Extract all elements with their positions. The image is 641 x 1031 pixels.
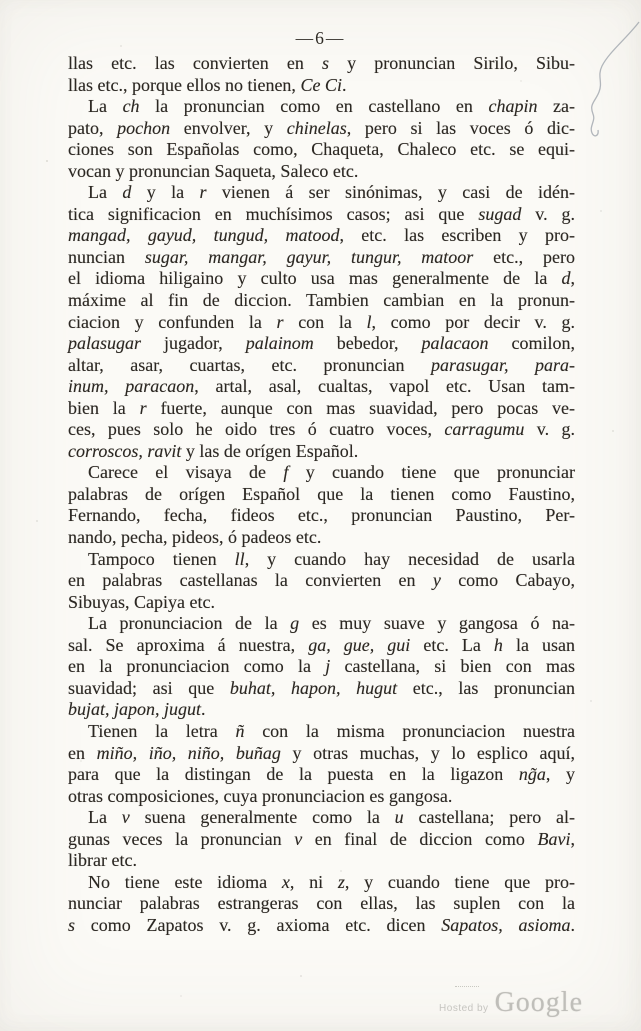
text-line	[68, 613, 575, 635]
text-segment: y otras muchas, y lo esplico aquí,	[280, 742, 575, 763]
text-line	[68, 699, 575, 721]
italic-text-segment: r	[276, 311, 284, 332]
text-block	[68, 53, 575, 936]
text-segment: castellana; pero al-	[403, 807, 575, 828]
text-segment: , pero si las voces ó dic-	[346, 117, 575, 138]
text-segment: como Zapatos v. g. axioma etc. dicen	[75, 914, 442, 935]
text-segment: y pronuncian Sirilo, Sibu-	[329, 53, 575, 73]
text-segment: Tienen la letra	[88, 720, 236, 741]
text-segment: tica significacion en muchísimos casos; asi que	[68, 203, 479, 224]
text-line	[68, 53, 575, 75]
italic-text-segment: y	[432, 570, 441, 591]
text-segment: v. g.	[521, 203, 575, 224]
text-segment: altar, asar, cuartas, etc. pronuncian	[68, 354, 431, 375]
text-segment: castellana, si bien con mas	[330, 656, 575, 677]
text-line	[68, 247, 575, 269]
text-segment: pato,	[68, 117, 118, 138]
text-segment: con la	[283, 311, 367, 332]
text-segment: , artal, asal, cualtas, vapol etc. Usan tam-	[194, 376, 575, 397]
text-line	[68, 656, 575, 678]
italic-text-segment: bujat, japon, jugut	[68, 699, 202, 720]
text-line	[68, 570, 575, 592]
text-segment: , ni	[289, 871, 338, 892]
italic-text-segment: f	[283, 462, 289, 483]
watermark-prefix-label: Hosted by	[439, 1003, 489, 1014]
text-line	[68, 721, 575, 743]
italic-text-segment: miño, iño, niño, buñag	[96, 742, 281, 763]
text-segment: La	[88, 96, 123, 117]
italic-text-segment: u	[394, 807, 404, 828]
text-segment: , y cuando tiene que pro-	[344, 871, 575, 892]
text-segment: suavidad; asi que	[68, 677, 230, 698]
text-segment: nando, pecha, pideos, ó padeos etc.	[68, 527, 322, 548]
italic-text-segment: ll	[234, 548, 245, 569]
text-line	[68, 441, 575, 463]
italic-text-segment: g	[290, 613, 300, 634]
text-segment: con la misma pronunciacion nuestra	[244, 720, 575, 741]
text-segment: otras composiciones, cuya pronunciacion es gangosa.	[68, 785, 453, 806]
italic-text-segment: palacaon	[421, 333, 489, 354]
text-line	[68, 312, 575, 334]
text-segment: Carece el visaya de	[88, 462, 284, 483]
text-line	[68, 333, 575, 355]
text-segment: fuerte, aunque con mas suavidad, pero pocas ve-	[146, 397, 575, 418]
google-watermark	[439, 987, 583, 1019]
text-segment: za-	[537, 96, 575, 117]
paragraph	[68, 721, 575, 807]
italic-text-segment: parasugar, para-	[430, 354, 575, 375]
italic-text-segment: corroscos, ravit	[68, 440, 182, 461]
text-line	[68, 75, 575, 97]
paragraph	[68, 549, 575, 614]
text-line	[68, 527, 575, 549]
text-segment: para que la distingan de la puesta en la ligazon	[68, 764, 519, 785]
italic-text-segment: r	[139, 397, 147, 418]
text-segment: envolver, y	[170, 117, 287, 138]
text-line	[68, 290, 575, 312]
text-segment: y las de orígen Español.	[181, 440, 359, 461]
text-segment: librar etc.	[68, 850, 137, 871]
text-line	[68, 635, 575, 657]
text-segment: máxime al fin de diccion. Tambien cambian en la pronun-	[68, 290, 575, 311]
paragraph	[68, 96, 575, 182]
text-segment: comilon,	[488, 333, 575, 354]
italic-text-segment: Ce Ci	[300, 74, 342, 95]
text-segment: y la	[131, 182, 200, 203]
text-line	[68, 161, 575, 183]
text-line	[68, 807, 575, 829]
text-line	[68, 419, 575, 441]
text-line	[68, 484, 575, 506]
italic-text-segment: ga, gue, gui	[308, 634, 411, 655]
text-line	[68, 398, 575, 420]
italic-text-segment: d	[561, 268, 571, 289]
text-segment: , como por decir v. g.	[371, 311, 576, 332]
text-line	[68, 505, 575, 527]
text-segment: .	[570, 914, 575, 935]
text-segment: como Cabayo,	[440, 570, 575, 591]
italic-text-segment: l	[366, 311, 372, 332]
text-line	[68, 786, 575, 808]
text-segment: nuncian	[68, 246, 145, 267]
text-segment: etc. La	[410, 634, 494, 655]
page-number: —6—	[295, 28, 346, 48]
text-line	[68, 764, 575, 786]
text-line	[68, 743, 575, 765]
italic-text-segment: carragumu	[444, 419, 525, 440]
text-segment: en palabras castellanas la convierten en	[68, 570, 433, 591]
text-segment: es muy suave y gangosa ó na-	[299, 613, 575, 634]
text-segment: sal. Se aproxima á nuestra,	[68, 634, 309, 655]
text-line	[68, 850, 575, 872]
italic-text-segment: Sapatos, asioma	[441, 914, 571, 935]
italic-text-segment: v	[121, 807, 130, 828]
text-line	[68, 915, 575, 937]
paragraph	[68, 182, 575, 462]
italic-text-segment: palasugar	[68, 333, 142, 354]
text-segment: llas etc. las convierten en	[68, 53, 323, 73]
text-segment: vocan y pronuncian Saqueta, Saleco etc.	[68, 160, 359, 181]
text-segment: No tiene este idioma	[88, 871, 282, 892]
text-segment: v. g.	[524, 419, 575, 440]
text-segment: la pronuncian como en castellano en	[139, 96, 489, 117]
text-segment: en la pronunciacion como la	[68, 656, 326, 677]
text-line	[68, 355, 575, 377]
paragraph	[68, 613, 575, 721]
italic-text-segment: pochon	[117, 117, 171, 138]
italic-text-segment: Bavi	[537, 828, 571, 849]
text-line	[68, 376, 575, 398]
text-line	[68, 678, 575, 700]
text-segment: La pronunciacion de la	[88, 613, 291, 634]
text-line	[68, 592, 575, 614]
text-segment: nunciar palabras estrangeras con ellas, las suplen con la	[68, 893, 575, 914]
italic-text-segment: sugad	[478, 203, 522, 224]
text-line	[68, 182, 575, 204]
text-segment: llas etc., porque ellos no tienen,	[68, 74, 301, 95]
paragraph	[68, 807, 575, 872]
italic-text-segment: inum, paracaon	[68, 376, 195, 397]
text-segment: ces, pues solo he oido tres ó cuatro voces,	[68, 419, 445, 440]
text-segment: suena generalmente como la	[129, 807, 395, 828]
text-segment: bebedor,	[313, 333, 422, 354]
italic-text-segment: v	[294, 828, 303, 849]
italic-text-segment: chinelas	[286, 117, 347, 138]
text-segment: la usan	[502, 634, 576, 655]
text-segment: .	[341, 74, 347, 95]
text-segment: Sibuyas, Capiya etc.	[68, 591, 215, 612]
text-line	[68, 139, 575, 161]
text-line	[68, 549, 575, 571]
italic-text-segment: ng̃a	[518, 764, 546, 785]
text-line	[68, 204, 575, 226]
scan-speckles	[0, 0, 2, 2]
italic-text-segment: palainom	[245, 333, 314, 354]
text-line	[68, 893, 575, 915]
italic-text-segment: z	[337, 871, 345, 892]
text-line	[68, 872, 575, 894]
text-segment: gunas veces la pronuncian	[68, 828, 295, 849]
italic-text-segment: s	[68, 914, 76, 935]
italic-text-segment: j	[325, 656, 331, 677]
italic-text-segment: s	[322, 53, 330, 73]
text-line	[68, 96, 575, 118]
text-segment: , y cuando hay necesidad de usarla	[244, 548, 575, 569]
text-segment: ,	[570, 828, 575, 849]
text-segment: bien la	[68, 397, 140, 418]
text-segment: etc., pero	[473, 246, 575, 267]
text-segment: vienen á ser sinónimas, y casi de idén-	[206, 182, 576, 203]
text-segment: Fernando, fecha, fideos etc., pronuncian Paustino, Per-	[68, 505, 575, 526]
text-line	[68, 462, 575, 484]
paragraph	[68, 462, 575, 548]
text-segment: Tampoco tienen	[88, 548, 235, 569]
text-segment: La	[88, 182, 123, 203]
text-segment: en	[68, 742, 97, 763]
text-segment: y cuando tiene que pronunciar	[288, 462, 576, 483]
italic-text-segment: h	[493, 634, 503, 655]
text-line	[68, 225, 575, 247]
text-segment: en final de diccion como	[302, 828, 538, 849]
paragraph	[68, 872, 575, 937]
italic-text-segment: buhat, hapon, hugut	[229, 677, 398, 698]
italic-text-segment: ñ	[235, 720, 245, 741]
italic-text-segment: r	[199, 182, 207, 203]
text-segment: .	[201, 699, 206, 720]
paragraph	[68, 53, 575, 96]
italic-text-segment: sugar, mangar, gayur, tungur, matoor	[144, 246, 474, 267]
text-segment: palabras de orígen Español que la tienen como Faustino,	[68, 483, 575, 504]
text-segment: , etc. las escriben y pro-	[339, 225, 575, 246]
italic-text-segment: mangad, gayud, tungud, matood	[68, 225, 340, 246]
italic-text-segment: x	[281, 871, 290, 892]
text-line	[68, 829, 575, 851]
text-segment: etc., las pronuncian	[397, 677, 575, 698]
text-segment: ,	[570, 268, 575, 289]
text-segment: ciacion y confunden la	[68, 311, 277, 332]
text-line	[68, 118, 575, 140]
italic-text-segment: ch	[122, 96, 140, 117]
italic-text-segment: d	[122, 182, 132, 203]
scan-artifact-hair	[569, 16, 641, 146]
text-segment: La	[88, 807, 122, 828]
google-logo: Google	[494, 987, 583, 1018]
text-segment: ciones son Españolas como, Chaqueta, Chaleco etc. se equi-	[68, 139, 575, 160]
italic-text-segment: chapin	[488, 96, 538, 117]
text-segment: , y	[545, 764, 576, 785]
text-line	[68, 268, 575, 290]
text-segment: jugador,	[141, 333, 246, 354]
text-segment: el idioma hiligaino y culto usa mas generalmente de la	[68, 268, 562, 289]
